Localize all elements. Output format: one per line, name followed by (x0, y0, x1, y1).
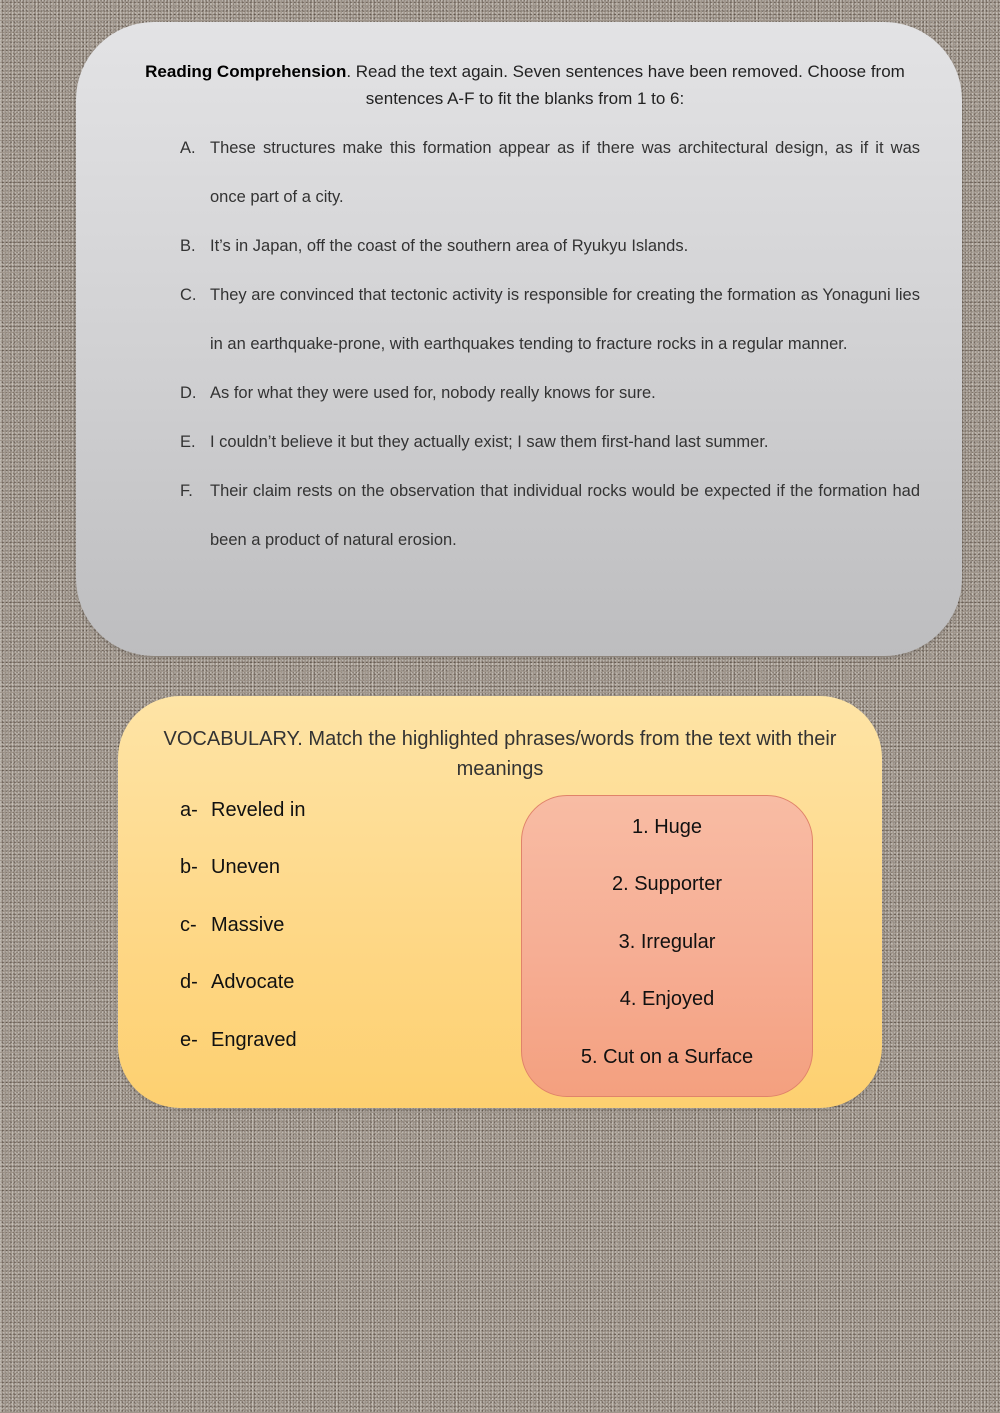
vocabulary-words-list (180, 798, 306, 1085)
option-letter: A. (180, 139, 196, 157)
sentence-option (180, 222, 920, 271)
vocabulary-word (180, 855, 306, 912)
sentence-options-list (180, 124, 920, 565)
vocabulary-word (180, 913, 306, 970)
option-text: I couldn’t believe it but they actually exist; I saw them first-hand last summer. (210, 433, 769, 451)
option-text: These structures make this formation appear as if there was architectural design, as if it was once part of a city. (210, 139, 920, 206)
option-letter: B. (180, 237, 196, 255)
word-text: Engraved (211, 1028, 297, 1051)
option-letter: E. (180, 433, 196, 451)
reading-heading: Reading Comprehension (145, 62, 347, 81)
word-label: c- (180, 913, 197, 936)
meaning-item: 4. Enjoyed (619, 988, 715, 1011)
meaning-item: 3. Irregular (618, 930, 716, 953)
meaning-item: 1. Huge (631, 816, 703, 838)
word-label: b- (180, 856, 198, 879)
word-text: Advocate (211, 971, 295, 994)
sentence-option (180, 467, 920, 565)
reading-instruction-text: . Read the text again. Seven sentences have been removed. Choose from sentences A-F to fit the blanks from 1 to 6: (346, 62, 905, 108)
vocabulary-title: VOCABULARY. Match the highlighted phrases/words from the text with their meanings (163, 728, 837, 780)
meaning-item: 5. Cut on a Surface (580, 1045, 754, 1068)
word-label: a- (180, 799, 198, 821)
word-text: Massive (211, 913, 285, 936)
option-letter: F. (180, 482, 193, 500)
sentence-option (180, 369, 920, 418)
reading-instructions (110, 58, 940, 112)
option-text: They are convinced that tectonic activity is responsible for creating the formation as Yonaguni lies in an earthquake-prone, with earthquakes tending to fracture rocks in a regular manner. (210, 286, 920, 353)
option-text: Their claim rests on the observation that individual rocks would be expected if the formation had been a product of natural erosion. (210, 482, 920, 549)
option-text: It’s in Japan, off the coast of the southern area of Ryukyu Islands. (210, 237, 689, 255)
word-text: Uneven (211, 856, 280, 879)
word-label: e- (180, 1028, 198, 1051)
option-text: As for what they were used for, nobody really knows for sure. (210, 384, 656, 402)
option-letter: D. (180, 384, 197, 402)
word-label: d- (180, 971, 198, 994)
vocabulary-word (180, 970, 306, 1027)
vocabulary-word (180, 798, 306, 855)
sentence-option (180, 418, 920, 467)
option-letter: C. (180, 286, 197, 304)
sentence-option (180, 124, 920, 222)
meanings-list (521, 815, 813, 1102)
sentence-option (180, 271, 920, 369)
meaning-item: 2. Supporter (611, 873, 723, 896)
word-text: Reveled in (211, 799, 306, 821)
vocabulary-word (180, 1028, 306, 1085)
